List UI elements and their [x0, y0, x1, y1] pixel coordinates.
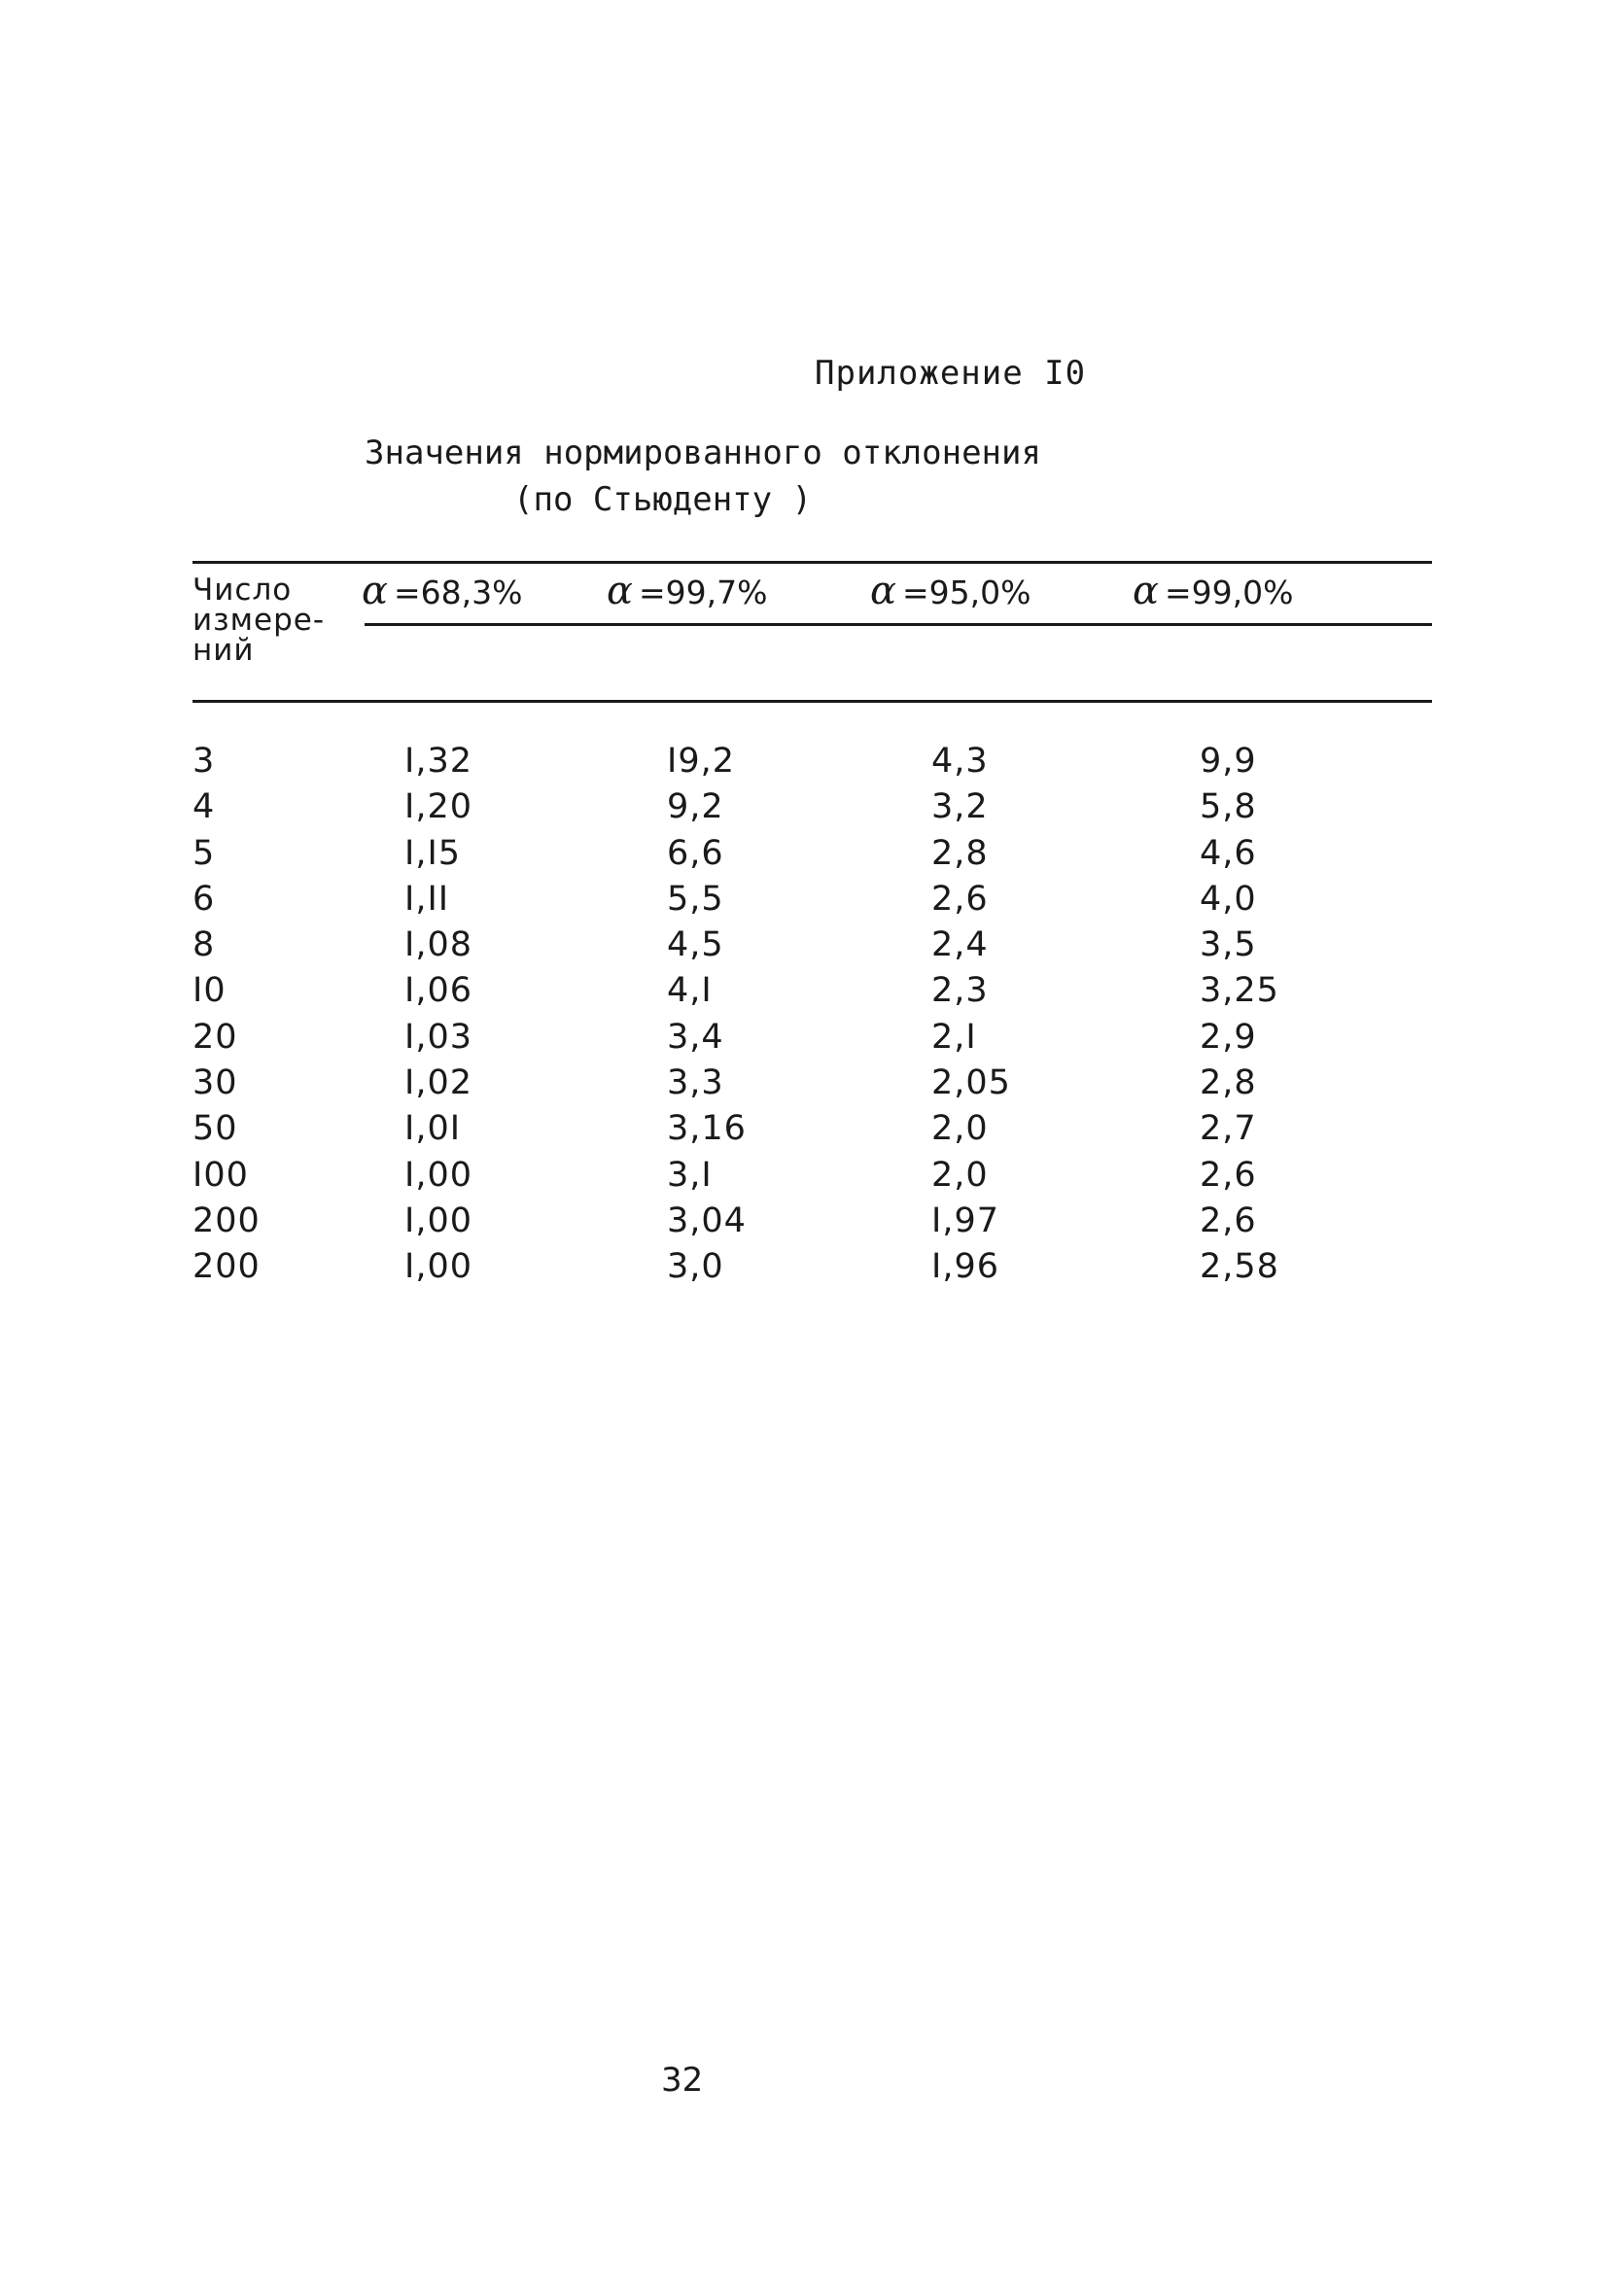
cell-alpha-99-7: 4,I: [667, 971, 713, 1011]
alpha-symbol: α: [1133, 569, 1160, 613]
cell-measurements: 30: [192, 1063, 238, 1103]
cell-alpha-99: 5,8: [1200, 787, 1257, 827]
cell-alpha-95: 2,0: [931, 1155, 989, 1195]
cell-alpha-99: 2,8: [1200, 1063, 1257, 1103]
cell-measurements: 200: [192, 1200, 261, 1240]
column-header-value: =95,0%: [902, 574, 1031, 611]
cell-alpha-95: 2,6: [931, 879, 989, 919]
column-header-alpha-2: [607, 569, 768, 613]
cell-alpha-68: I,0I: [404, 1109, 462, 1149]
cell-alpha-68: I,02: [404, 1063, 472, 1103]
table-row: [0, 1015, 1607, 1061]
cell-measurements: 3: [192, 742, 216, 781]
cell-alpha-99: 2,6: [1200, 1155, 1257, 1195]
cell-alpha-68: I,03: [404, 1017, 472, 1057]
cell-measurements: 4: [192, 787, 216, 827]
cell-alpha-68: I,20: [404, 787, 472, 827]
cell-alpha-68: I,08: [404, 925, 472, 965]
cell-alpha-95: 2,I: [931, 1017, 977, 1057]
table-title: [365, 430, 1041, 523]
cell-alpha-68: I,II: [404, 879, 450, 919]
cell-measurements: 200: [192, 1247, 261, 1287]
table-row: [0, 968, 1607, 1014]
cell-alpha-99-7: 3,16: [667, 1109, 747, 1149]
table-header-bottom-rule: [192, 700, 1432, 703]
table-row: [0, 1153, 1607, 1199]
column-header-value: =99,7%: [639, 574, 768, 611]
cell-alpha-99: 4,6: [1200, 833, 1257, 873]
table-body: [0, 739, 1607, 1291]
cell-measurements: 5: [192, 833, 216, 873]
cell-alpha-68: I,06: [404, 971, 472, 1011]
cell-alpha-99: 2,58: [1200, 1247, 1279, 1287]
cell-alpha-99: 3,5: [1200, 925, 1257, 965]
cell-alpha-68: I,00: [404, 1155, 472, 1195]
cell-alpha-68: I,00: [404, 1200, 472, 1240]
table-row: [0, 877, 1607, 922]
cell-alpha-95: I,97: [931, 1200, 999, 1240]
table-row: [0, 1106, 1607, 1152]
column-header-alpha-4: [1133, 569, 1294, 613]
cell-measurements: I0: [192, 971, 227, 1011]
cell-alpha-68: I,00: [404, 1247, 472, 1287]
cell-measurements: 8: [192, 925, 216, 965]
cell-alpha-99: 9,9: [1200, 742, 1257, 781]
cell-measurements: 20: [192, 1017, 238, 1057]
cell-alpha-95: 2,8: [931, 833, 989, 873]
cell-alpha-95: 3,2: [931, 787, 989, 827]
cell-alpha-99: 2,9: [1200, 1017, 1257, 1057]
cell-alpha-99: 4,0: [1200, 879, 1257, 919]
cell-alpha-95: I,96: [931, 1247, 999, 1287]
appendix-label: Приложение I0: [815, 354, 1087, 393]
cell-alpha-99-7: 3,04: [667, 1200, 747, 1240]
alpha-symbol: α: [870, 569, 897, 613]
column-header-line: Число: [192, 573, 293, 608]
cell-alpha-99-7: 3,0: [667, 1247, 724, 1287]
table-title-line1: Значения нормированного отклонения: [365, 434, 1041, 472]
table-row: [0, 831, 1607, 877]
cell-alpha-99-7: 3,I: [667, 1155, 713, 1195]
cell-alpha-99-7: 5,5: [667, 879, 724, 919]
cell-alpha-95: 2,3: [931, 971, 989, 1011]
page-number: 32: [661, 2061, 704, 2100]
cell-alpha-99: 2,7: [1200, 1109, 1257, 1149]
cell-alpha-95: 4,3: [931, 742, 989, 781]
column-header-line: измере-: [192, 603, 326, 638]
cell-alpha-99-7: 3,3: [667, 1063, 724, 1103]
cell-measurements: 50: [192, 1109, 238, 1149]
cell-alpha-99-7: 4,5: [667, 925, 724, 965]
table-row: [0, 784, 1607, 830]
cell-measurements: I00: [192, 1155, 249, 1195]
cell-alpha-95: 2,05: [931, 1063, 1011, 1103]
cell-alpha-99-7: 6,6: [667, 833, 724, 873]
cell-alpha-99-7: I9,2: [667, 742, 735, 781]
column-header-value: =68,3%: [394, 574, 523, 611]
cell-alpha-68: I,I5: [404, 833, 462, 873]
table-row: [0, 1244, 1607, 1290]
table-row: [0, 739, 1607, 784]
cell-alpha-95: 2,0: [931, 1109, 989, 1149]
cell-alpha-99-7: 3,4: [667, 1017, 724, 1057]
table-row: [0, 1199, 1607, 1244]
table-title-line2: (по Стьюденту ): [513, 480, 813, 519]
cell-alpha-99: 3,25: [1200, 971, 1279, 1011]
table-top-rule: [192, 561, 1432, 564]
column-header-alpha-1: [362, 569, 523, 613]
table-row: [0, 1061, 1607, 1106]
cell-alpha-95: 2,4: [931, 925, 989, 965]
column-header-measurements: [192, 575, 325, 666]
column-header-line: ний: [192, 633, 255, 668]
column-header-value: =99,0%: [1165, 574, 1294, 611]
cell-alpha-99: 2,6: [1200, 1200, 1257, 1240]
table-row: [0, 922, 1607, 968]
alpha-symbol: α: [607, 569, 634, 613]
cell-alpha-99-7: 9,2: [667, 787, 724, 827]
cell-measurements: 6: [192, 879, 216, 919]
cell-alpha-68: I,32: [404, 742, 472, 781]
column-header-alpha-3: [870, 569, 1031, 613]
table-header-rule: [365, 623, 1432, 626]
alpha-symbol: α: [362, 569, 389, 613]
